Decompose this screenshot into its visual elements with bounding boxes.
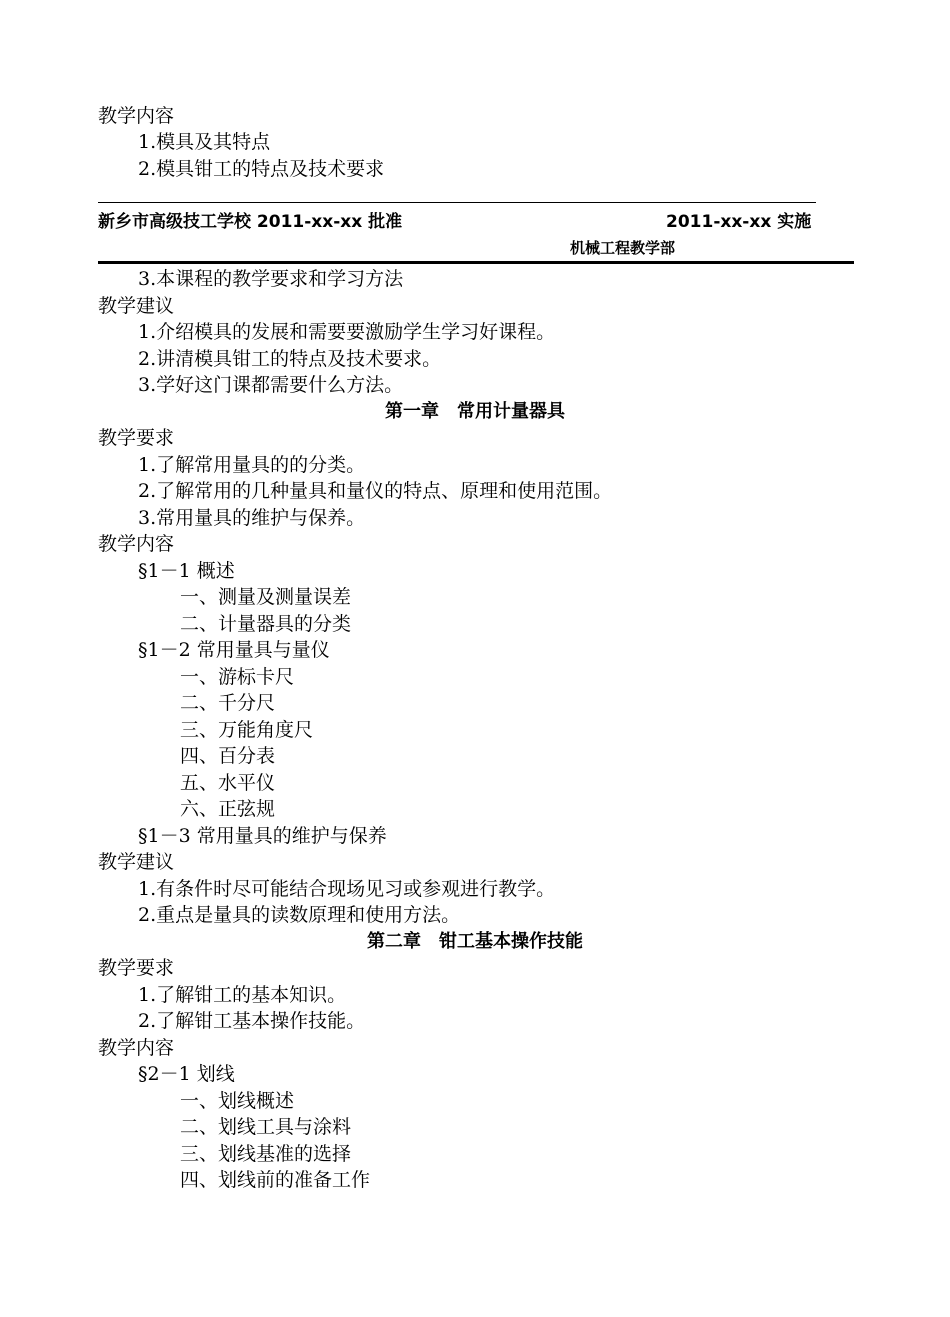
advice-item: 1.介绍模具的发展和需要要激励学生学习好课程。 <box>138 321 556 343</box>
subsection-item: 二、千分尺 <box>180 692 276 714</box>
chapter-title: 第一章 常用计量器具 <box>385 401 565 422</box>
subsection-item: 四、百分表 <box>180 745 276 767</box>
section-heading-content: 教学内容 <box>98 533 175 555</box>
subsection-item: 二、划线工具与涂料 <box>180 1116 352 1138</box>
section-heading-advice: 教学建议 <box>98 851 175 873</box>
advice-item: 3.学好这门课都需要什么方法。 <box>138 374 404 396</box>
content-item: 3.本课程的教学要求和学习方法 <box>138 268 404 290</box>
requirement-item: 1.了解常用量具的的分类。 <box>138 454 366 476</box>
section-heading-requirements: 教学要求 <box>98 427 175 449</box>
section-heading-advice: 教学建议 <box>98 295 175 317</box>
subsection-item: 一、测量及测量误差 <box>180 586 352 608</box>
subsection-item: 六、正弦规 <box>180 798 276 820</box>
requirement-item: 1.了解钳工的基本知识。 <box>138 984 347 1006</box>
requirement-item: 3.常用量具的维护与保养。 <box>138 507 366 529</box>
subsection-item: 二、计量器具的分类 <box>180 613 352 635</box>
section-heading-content: 教学内容 <box>98 1037 175 1059</box>
advice-item: 2.重点是量具的读数原理和使用方法。 <box>138 904 461 926</box>
subsection-title: §1－1 概述 <box>138 560 235 582</box>
requirement-item: 2.了解钳工基本操作技能。 <box>138 1010 366 1032</box>
subsection-item: 三、划线基准的选择 <box>180 1143 352 1165</box>
chapter-title: 第二章 钳工基本操作技能 <box>367 931 583 952</box>
subsection-title: §1－3 常用量具的维护与保养 <box>138 825 387 847</box>
content-item: 1.模具及其特点 <box>138 131 271 153</box>
section-heading-requirements: 教学要求 <box>98 957 175 979</box>
subsection-item: 三、万能角度尺 <box>180 719 314 741</box>
requirement-item: 2.了解常用的几种量具和量仪的特点、原理和使用范围。 <box>138 480 613 502</box>
section-heading-content: 教学内容 <box>98 105 175 127</box>
header-rule-thin <box>98 202 816 203</box>
subsection-title: §1－2 常用量具与量仪 <box>138 639 330 661</box>
header-approval: 新乡市高级技工学校 2011-xx-xx 批准 <box>98 212 403 232</box>
subsection-item: 一、划线概述 <box>180 1090 295 1112</box>
header-implementation: 2011-xx-xx 实施 <box>666 212 812 232</box>
advice-item: 2.讲清模具钳工的特点及技术要求。 <box>138 348 442 370</box>
subsection-item: 一、游标卡尺 <box>180 666 295 688</box>
header-department: 机械工程教学部 <box>570 239 676 257</box>
content-item: 2.模具钳工的特点及技术要求 <box>138 158 385 180</box>
advice-item: 1.有条件时尽可能结合现场见习或参观进行教学。 <box>138 878 556 900</box>
subsection-title: §2－1 划线 <box>138 1063 235 1085</box>
subsection-item: 五、水平仪 <box>180 772 276 794</box>
header-rule-thick <box>98 261 854 264</box>
subsection-item: 四、划线前的准备工作 <box>180 1169 371 1191</box>
